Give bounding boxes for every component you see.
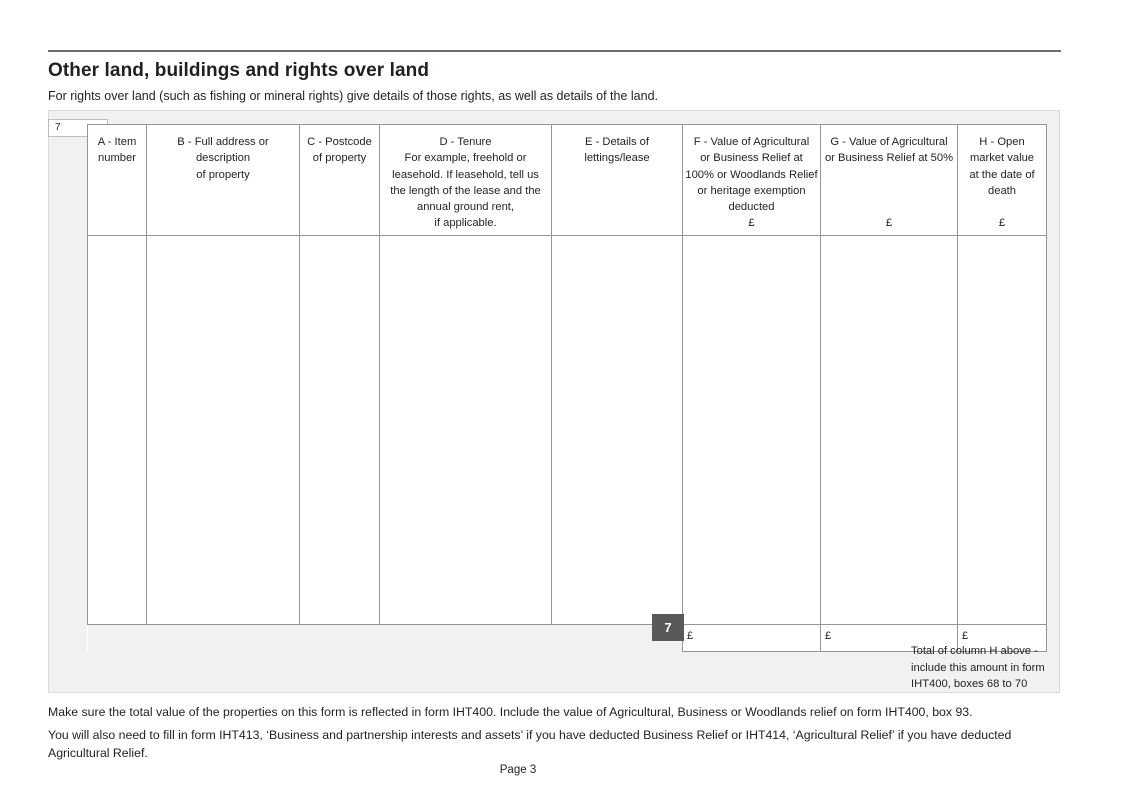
column-d-line-4: the length of the lease and the bbox=[390, 184, 541, 197]
column-a-line-2: number bbox=[98, 152, 136, 165]
header-divider bbox=[48, 50, 1061, 52]
column-h-line-3: at the date of bbox=[969, 168, 1035, 181]
column-header-a bbox=[88, 125, 147, 236]
column-a-line-1: A - Item bbox=[97, 136, 137, 148]
column-f-line-2: or Business Relief at bbox=[700, 152, 803, 165]
page-number: Page 3 bbox=[499, 764, 537, 776]
column-g-line-1: G - Value of Agricultural bbox=[830, 136, 948, 148]
column-header-e bbox=[552, 125, 683, 236]
column-h-currency: £ bbox=[998, 216, 1006, 229]
cell-relief-50[interactable] bbox=[821, 236, 958, 625]
total-cell-relief-100[interactable] bbox=[683, 625, 821, 652]
box-number-label: 7 bbox=[55, 122, 61, 133]
column-h-line-1: H - Open bbox=[979, 136, 1025, 148]
page-title: Other land, buildings and rights over land bbox=[48, 60, 430, 81]
column-f-line-4: or heritage exemption bbox=[697, 184, 806, 197]
total-spacer-a bbox=[88, 625, 147, 652]
column-header-c bbox=[300, 125, 380, 236]
cell-tenure[interactable] bbox=[380, 236, 552, 625]
footer-note-2: You will also need to fill in form IHT413, ‘Business and partnership interests and assets’ if you have deducted Business Relief or IHT414, ‘Agricultural Relief’ if you have deducted Agricultural Relief. bbox=[48, 728, 1012, 760]
table-header-row bbox=[88, 125, 1047, 236]
column-f-line-5: deducted bbox=[728, 201, 775, 214]
total-f-currency: £ bbox=[687, 630, 694, 642]
cell-relief-100[interactable] bbox=[683, 236, 821, 625]
column-c-line-2: of property bbox=[312, 152, 367, 165]
column-c-line-1: C - Postcode bbox=[307, 136, 372, 148]
column-g-currency: £ bbox=[885, 216, 893, 229]
column-e-line-2: lettings/lease bbox=[584, 152, 650, 165]
column-header-b bbox=[147, 125, 300, 236]
column-header-d bbox=[380, 125, 552, 236]
table-total-row bbox=[88, 625, 1047, 652]
column-b-line-2: description bbox=[195, 152, 251, 165]
total-h-currency: £ bbox=[962, 630, 969, 642]
total-g-currency: £ bbox=[825, 630, 832, 642]
cell-open-market-value[interactable] bbox=[958, 236, 1047, 625]
column-d-line-5: annual ground rent, bbox=[416, 201, 515, 214]
total-spacer-b bbox=[147, 625, 300, 652]
column-g-line-2: or Business Relief at 50% bbox=[824, 152, 954, 165]
column-f-line-1: F - Value of Agricultural bbox=[693, 136, 810, 148]
column-h-line-2: market value bbox=[969, 152, 1035, 165]
column-h-line-4: death bbox=[988, 184, 1016, 197]
total-box-tag: 7 bbox=[652, 614, 684, 641]
total-column-note: Total of column H above - include this amount in form IHT400, boxes 68 to 70 bbox=[911, 645, 1045, 690]
cell-lettings-lease[interactable] bbox=[552, 236, 683, 625]
column-b-line-3: of property bbox=[196, 168, 250, 181]
column-d-line-1: D - Tenure bbox=[439, 136, 492, 148]
land-details-table bbox=[87, 124, 1047, 652]
column-header-f bbox=[683, 125, 821, 236]
cell-item-number[interactable] bbox=[88, 236, 147, 625]
column-e-line-1: E - Details of bbox=[584, 136, 650, 148]
footer-note-1: Make sure the total value of the properties on this form is reflected in form IHT400. Include the value of Agricultural, Business or Woodlands relief on form IHT400, box 93. bbox=[48, 705, 973, 719]
total-spacer-d bbox=[380, 625, 552, 652]
column-d-line-6: if applicable. bbox=[434, 217, 497, 230]
cell-postcode[interactable] bbox=[300, 236, 380, 625]
column-f-currency: £ bbox=[748, 216, 755, 229]
column-f-line-3: 100% or Woodlands Relief bbox=[685, 168, 818, 181]
column-header-g bbox=[821, 125, 958, 236]
column-header-h bbox=[958, 125, 1047, 236]
column-d-line-3: leasehold. If leasehold, tell us bbox=[392, 168, 539, 181]
intro-text: For rights over land (such as fishing or mineral rights) give details of those rights, as well as details of the land. bbox=[48, 89, 659, 103]
table-entry-row bbox=[88, 236, 1047, 625]
cell-address-description[interactable] bbox=[147, 236, 300, 625]
column-d-line-2: For example, freehold or bbox=[404, 152, 527, 165]
column-b-line-1: B - Full address or bbox=[177, 136, 269, 148]
total-spacer-c bbox=[300, 625, 380, 652]
